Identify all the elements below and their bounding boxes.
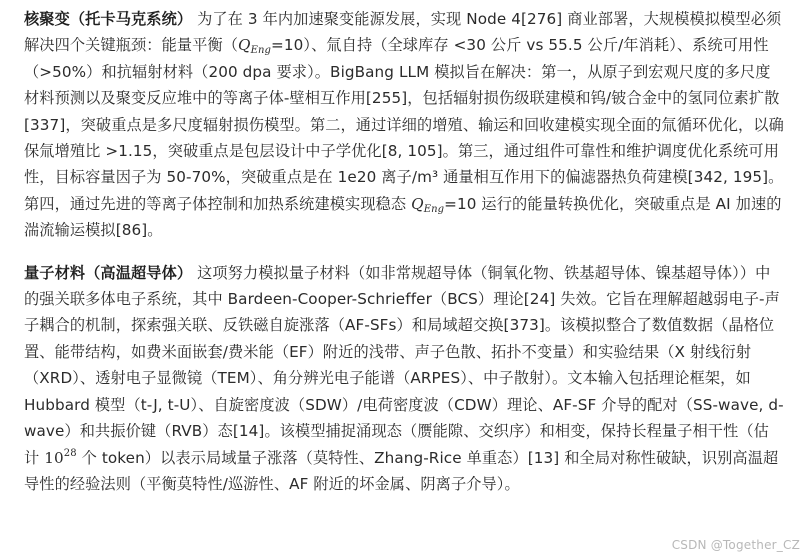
paragraph-text: =10）、氚自持（全球库存 <30 公斤 vs 55.5 公斤/年消耗）、系统可用性（>50%）和抗辐射材料（200 dpa 要求）。BigBang LLM 模拟旨在解决：第一，从原子到宏观尺度的多尺度材料预测以及聚变反应堆中的等离子体-壁相互作用[255]，包括辐射损伤级联建模和钨/铍合金中的氢同位素扩散[337]，突破重点是多尺度辐射损伤模型。第二，通过详细的增殖、输运和回收建模实现全面的氚循环优化，以确保氚增殖比 >1.15，突破重点是包层设计中子学优化[8, 105]。第三，通过组件可靠性和维护调度优化系统可用性，目标容量因子为 50-70%，突破重点是在 1e20 离子/m³ 通量相互作用下的偏滤器热负荷建模[342, 195]。第四，通过先进的等离子体控制和加热系统建模实现稳态 [24,36,784,213]
section-heading-quantum-materials: 量子材料（高温超导体） [24,263,193,282]
math-superscript: 28 [63,447,77,459]
paragraph-text: =10 运行的能量转换优化，突破重点是 AI 加速的湍流输运模拟[86]。 [24,194,782,240]
math-base: Q [238,36,251,55]
paragraph-text: 个 token）以表示局域量子涨落（莫特性、Zhang-Rice 单重态）[13] 和全局对称性破缺，识别高温超导性的经验法则（平衡莫特性/巡游性、AF 附近的坏金属、阴离子介导）。 [24,448,779,493]
watermark: CSDN @Together_CZ [671,538,800,552]
math-subscript: Eng [423,203,445,215]
paragraph-text: 这项努力模拟量子材料（如非常规超导体（铜氧化物、铁基超导体、镍基超导体））中的强关联多体电子系统，其中 Bardeen-Cooper-Schrieffer（BCS）理论[24] 失效。它旨在理解超越弱电子-声子耦合的机制，探索强关联、反铁磁自旋涨落（AF-SFs）和局域超交换[373]。该模拟整合了数值数据（晶格位置、能带结构，如费米面嵌套/费米能（EF）附近的浅带、声子色散、拓扑不变量）和实验结果（X 射线衍射（XRD）、透射电子显微镜（TEM）、角分辨光电子能谱（ARPES）、中子散射）。文本输入包括理论框架，如 Hubbard 模型（t-J, t-U）、自旋密度波（SDW）/电荷密度波（CDW）理论、AF-SF 介导的配对（SS-wave, d-wave）和共振价键（RVB）态[14]。该模型捕捉涌现态（赝能隙、交织序）和相变，保持长程量子相干性（估计 [24,263,784,467]
paragraph-quantum-materials [24,260,784,498]
math-base: Q [411,194,424,213]
paragraph-fusion [24,6,784,244]
section-heading-fusion: 核聚变（托卡马克系统） [24,10,193,28]
math-q-eng [411,195,444,213]
paragraph-text: 为了在 3 年内加速聚变能源发展，实现 Node 4[276] 商业部署，大规模模拟模型必须解决四个关键瓶颈：能量平衡（ [24,10,782,55]
math-base: 10 [44,448,64,467]
document-body [24,6,784,497]
math-q-eng [238,36,272,57]
math-subscript: Eng [250,45,272,57]
math-ten-power [44,449,76,467]
